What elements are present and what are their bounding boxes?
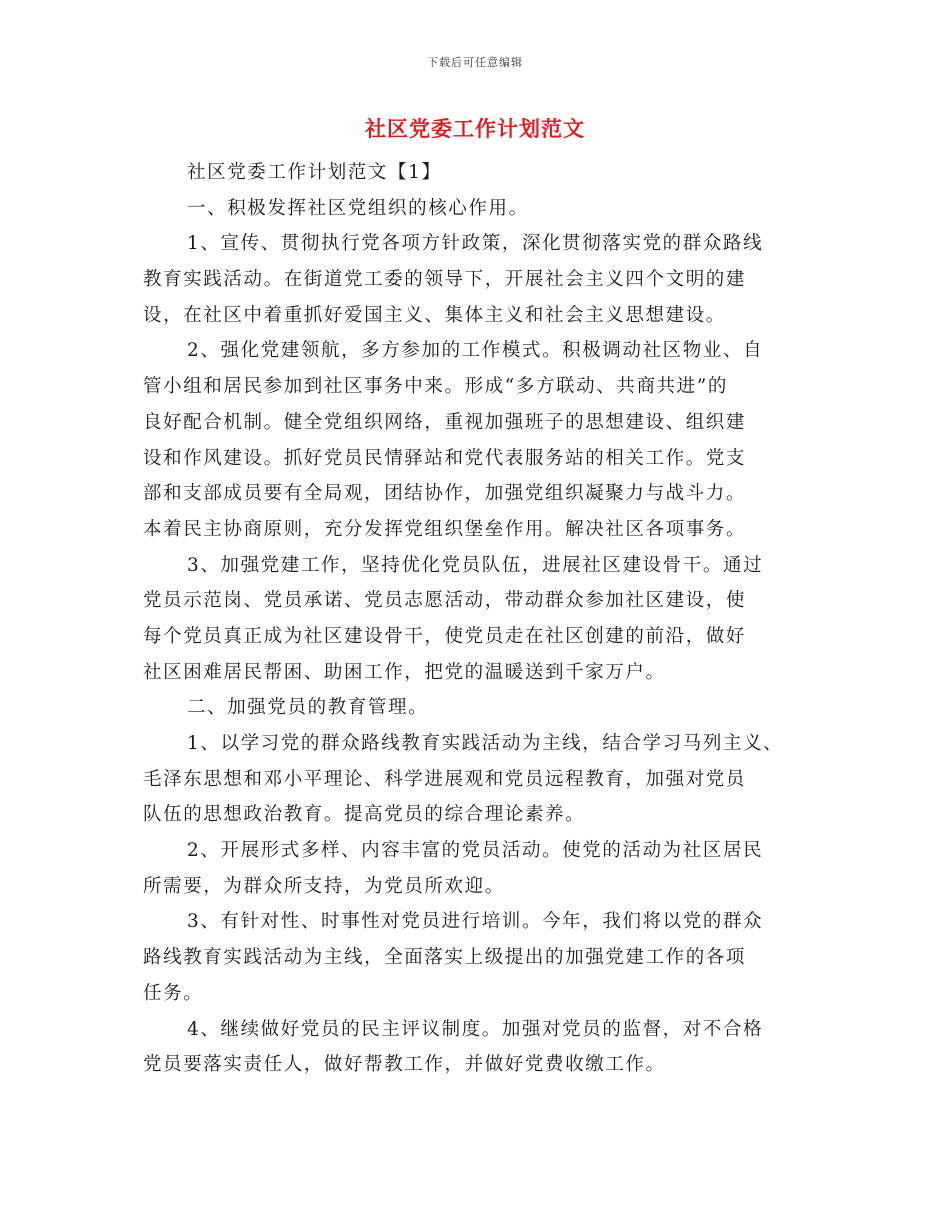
text-line: 设，在社区中着重抓好爱国主义、集体主义和社会主义思想建设。: [143, 304, 726, 326]
text-line: 3、有针对性、时事性对党员进行培训。今年，我们将以党的群众: [187, 911, 764, 933]
text-line: 2、开展形式多样、内容丰富的党员活动。使党的活动为社区居民: [187, 840, 764, 862]
text-line: 社区党委工作计划范文【1】: [187, 162, 442, 183]
text-line: 部和支部成员要有全局观，团结协作，加强党组织凝聚力与战斗力。: [143, 483, 747, 505]
text-line: 管小组和居民参加到社区事务中来。形成“多方联动、共商共进”的: [143, 376, 728, 398]
text-line: 1、以学习党的群众路线教育实践活动为主线，结合学习马列主义、: [187, 733, 784, 754]
document-body: [143, 155, 823, 1083]
text-line: 毛泽东思想和邓小平理论、科学进展观和党员远程教育，加强对党员: [143, 768, 747, 790]
text-line: 4、继续做好党员的民主评议制度。加强对党员的监督，对不合格: [187, 1018, 764, 1040]
text-line: 党员要落实责任人，做好帮教工作，并做好党费收缴工作。: [143, 1054, 666, 1076]
text-line: 所需要，为群众所支持，为党员所欢迎。: [143, 875, 505, 897]
text-line: 2、强化党建领航，多方参加的工作模式。积极调动社区物业、自: [187, 340, 764, 362]
text-line: 队伍的思想政治教育。提高党员的综合理论素养。: [143, 804, 586, 826]
text-line: 3、加强党建工作，坚持优化党员队伍，进展社区建设骨干。通过: [187, 554, 764, 576]
text-line: 每个党员真正成为社区建设骨干，使党员走在社区创建的前沿，做好: [143, 625, 747, 647]
text-line: 本着民主协商原则，充分发挥党组织堡垒作用。解决社区各项事务。: [143, 518, 747, 540]
text-line: 社区困难居民帮困、助困工作，把党的温暖送到千家万户。: [143, 661, 666, 683]
document-title: 社区党委工作计划范文: [365, 116, 585, 141]
header-note: 下载后可任意编辑: [427, 56, 523, 69]
text-line: 党员示范岗、党员承诺、党员志愿活动，带动群众参加社区建设，使: [143, 590, 747, 612]
text-line: 二、加强党员的教育管理。: [187, 697, 429, 719]
text-line: 教育实践活动。在街道党工委的领导下，开展社会主义四个文明的建: [143, 269, 747, 291]
text-line: 路线教育实践活动为主线，全面落实上级提出的加强党建工作的各项: [143, 947, 747, 969]
text-line: 任务。: [143, 982, 204, 1004]
text-line: 设和作风建设。抓好党员民情驿站和党代表服务站的相关工作。党支: [143, 447, 747, 469]
text-line: 一、积极发挥社区党组织的核心作用。: [187, 197, 529, 219]
text-line: 良好配合机制。健全党组织网络，重视加强班子的思想建设、组织建: [143, 411, 747, 433]
text-line: 1、宣传、贯彻执行党各项方针政策，深化贯彻落实党的群众路线: [187, 233, 764, 255]
